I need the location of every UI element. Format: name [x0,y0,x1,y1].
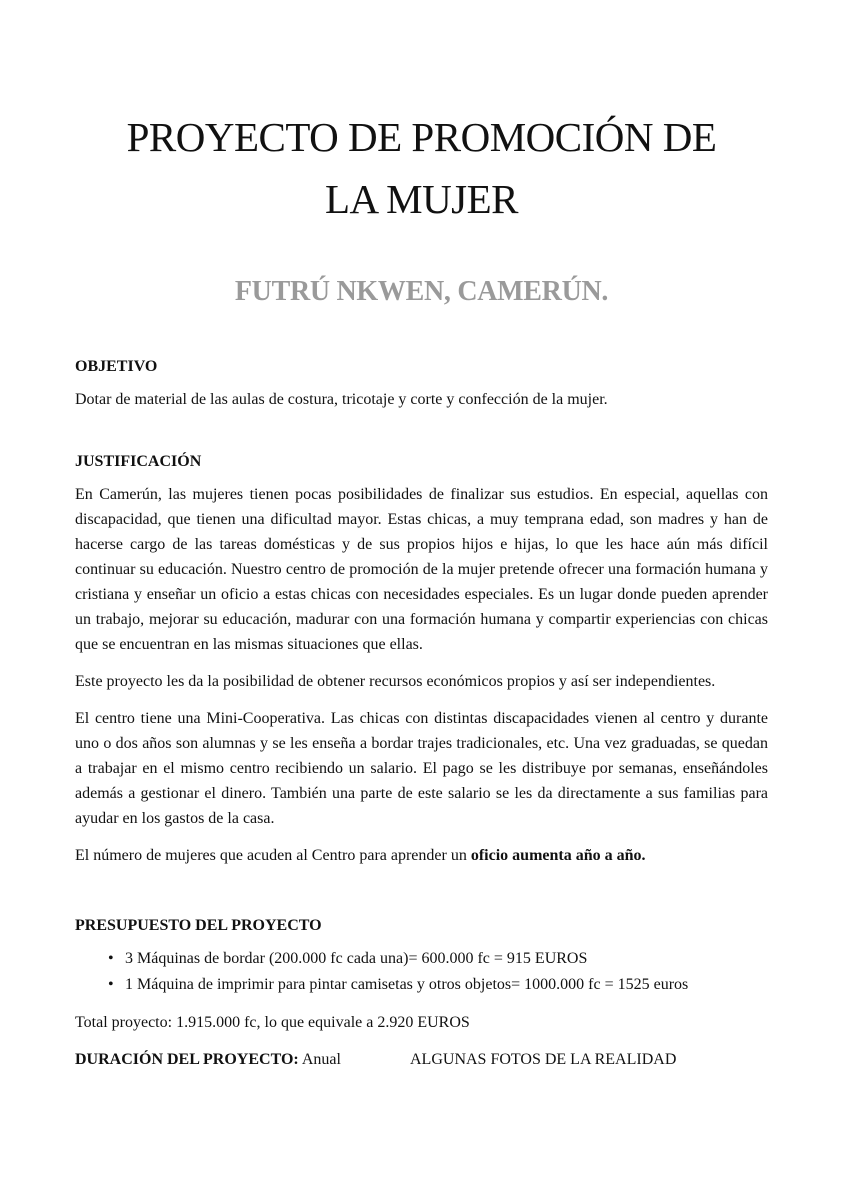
page-title [0,106,843,230]
photos-caption: ALGUNAS FOTOS DE LA REALIDAD [410,1051,677,1068]
budget-item-text: 1 Máquina de imprimir para pintar camisetas y otros objetos= 1000.000 fc = 1525 euros [125,976,689,993]
list-item [75,972,768,998]
budget-total: Total proyecto: 1.915.000 fc, lo que equivale a 2.920 EUROS [75,1014,470,1031]
justificacion-paragraph-3: El centro tiene una Mini-Cooperativa. Las chicas con distintas discapacidades vienen al centro y durante uno o dos años son alumnas y se les enseña a bordar trajes tradicionales, etc. Una vez graduadas, se quedan a trabajar en el mismo centro recibiendo un salario. El pago se les distribuye por semanas, enseñándoles además a gestionar el dinero. También una parte de este salario se les da directamente a sus familias para ayudar en los gastos de la casa. [75,710,768,827]
paragraph-4-text: El número de mujeres que acuden al Centro para aprender un [75,847,471,864]
document-body [75,354,768,1072]
bullet-icon: • [108,976,114,993]
budget-item-text: 3 Máquinas de bordar (200.000 fc cada una)= 600.000 fc = 915 EUROS [125,950,588,967]
justificacion-paragraph-2: Este proyecto les da la posibilidad de obtener recursos económicos propios y así ser independientes. [75,673,716,690]
title-line-2: LA MUJER [324,176,519,222]
presupuesto-heading: PRESUPUESTO DEL PROYECTO [75,917,322,934]
objetivo-heading: OBJETIVO [75,358,158,375]
justificacion-heading: JUSTIFICACIÓN [75,453,202,470]
objetivo-text: Dotar de material de las aulas de costura, tricotaje y corte y confección de la mujer. [75,391,608,408]
duration-row [75,1047,768,1072]
paragraph-4-bold-text: oficio aumenta año a año. [470,847,646,864]
duration-value: Anual [301,1051,341,1068]
list-item [75,946,768,972]
justificacion-paragraph-1: En Camerún, las mujeres tienen pocas posibilidades de finalizar sus estudios. En especial, aquellas con discapacidad, que tienen una dificultad mayor. Estas chicas, a muy temprana edad, son madres y han de hacerse cargo de las tareas domésticas y de sus propios hijos e hijas, lo que les hace aún más difícil continuar su educación. Nuestro centro de promoción de la mujer pretende ofrecer una formación humana y cristiana y enseñar un oficio a estas chicas con necesidades especiales. Es un lugar donde pueden aprender un trabajo, mejorar su educación, madurar con una formación humana y compartir experiencias con chicas que se encuentran en las mismas situaciones que ellas. [75,486,768,653]
justificacion-paragraph-4 [75,843,768,868]
bullet-icon: • [108,950,114,967]
title-line-1: PROYECTO DE PROMOCIÓN DE [126,114,717,160]
duration-label: DURACIÓN DEL PROYECTO: [75,1051,299,1068]
budget-list [75,946,768,998]
page-subtitle: FUTRÚ NKWEN, CAMERÚN. [234,276,609,307]
